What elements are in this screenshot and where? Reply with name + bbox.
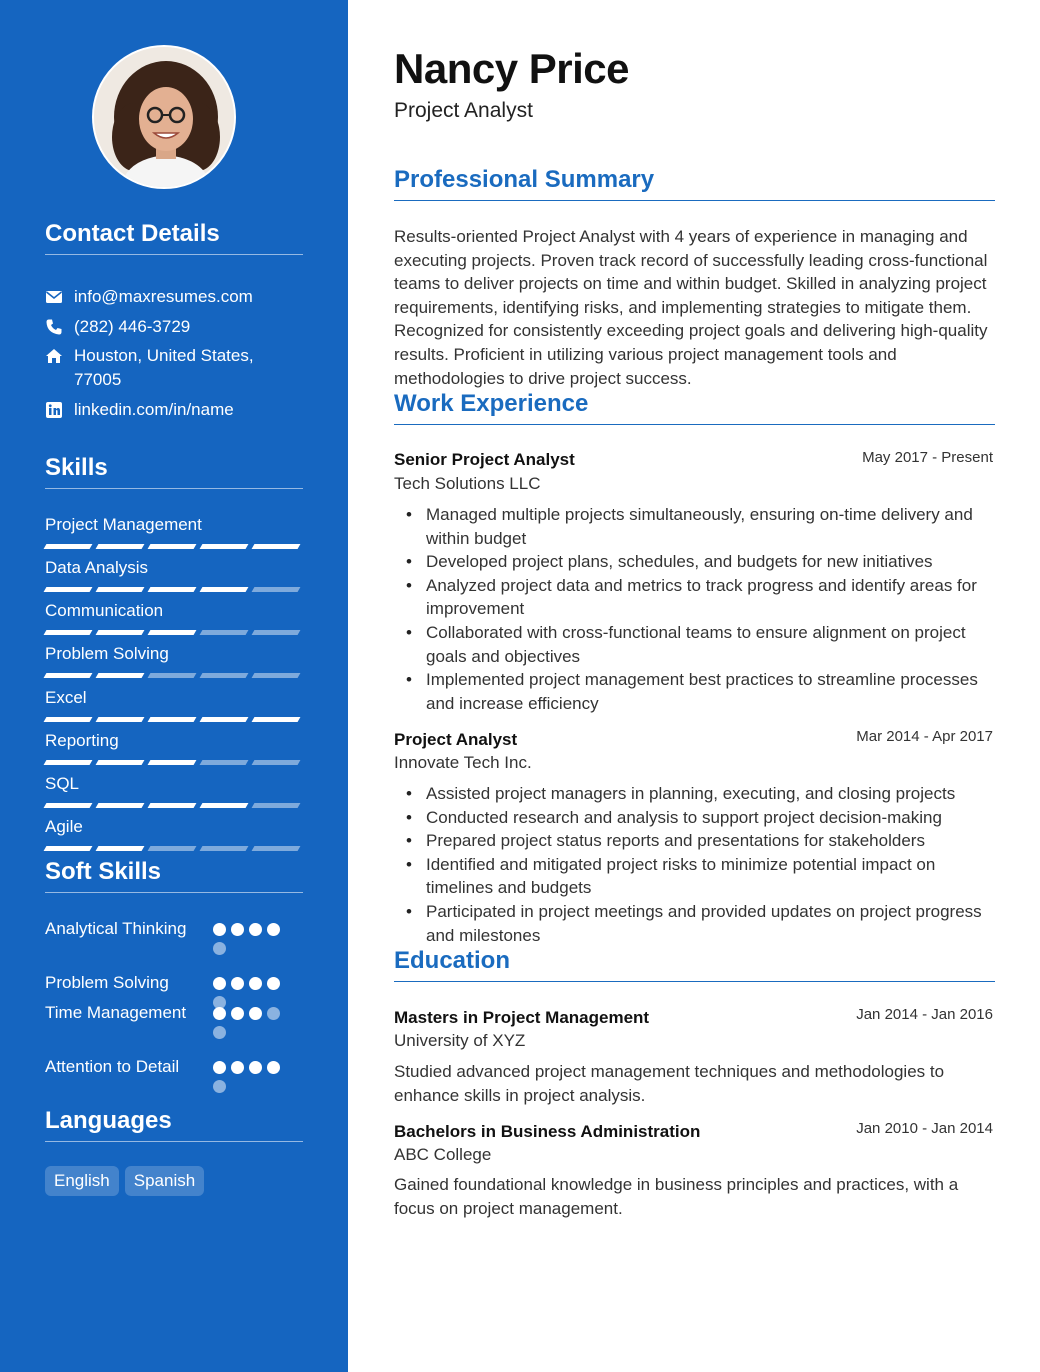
job-company: Tech Solutions LLC — [394, 474, 541, 493]
skill-level-segment — [252, 760, 301, 765]
rating-dot — [267, 923, 280, 936]
profile-photo-icon — [94, 47, 236, 189]
education-heading: Education — [394, 947, 995, 982]
sidebar — [0, 0, 348, 1372]
skill-level-segment — [200, 630, 249, 635]
skill-level-segment — [44, 717, 93, 722]
list-item: • Assisted project managers in planning, executing, and closing projects — [426, 782, 996, 806]
skill-level-bar — [45, 587, 303, 592]
skill-level-segment — [252, 587, 301, 592]
skill-level-segment — [252, 673, 301, 678]
rating-dot — [231, 977, 244, 990]
skill-level-segment — [148, 760, 197, 765]
rating-dot — [213, 1061, 226, 1074]
rating-dot — [231, 1007, 244, 1020]
skill-level-bar — [45, 673, 303, 678]
skill-item — [45, 729, 303, 765]
rating-dot — [267, 1061, 280, 1074]
skill-level-segment — [96, 587, 145, 592]
rating-dot — [213, 1026, 226, 1039]
address-text: Houston, United States, 77005 — [74, 346, 254, 389]
skill-level-segment — [148, 544, 197, 549]
skill-level-segment — [252, 717, 301, 722]
languages-heading: Languages — [45, 1107, 303, 1142]
rating-dot — [231, 1061, 244, 1074]
candidate-name: Nancy Price — [394, 45, 629, 92]
list-item: • Participated in project meetings and provided updates on project progress and milestones — [426, 900, 996, 947]
contact-heading: Contact Details — [45, 220, 303, 255]
skill-level-segment — [96, 717, 145, 722]
job-dates: May 2017 - Present — [862, 449, 993, 466]
skill-level-segment — [148, 673, 197, 678]
degree-dates: Jan 2010 - Jan 2014 — [856, 1120, 993, 1137]
experience-heading: Work Experience — [394, 390, 995, 425]
job-bullets — [426, 782, 996, 947]
skill-level-segment — [200, 587, 249, 592]
skill-level-segment — [200, 673, 249, 678]
degree-description: Gained foundational knowledge in business principles and practices, with a focus on project management. — [394, 1175, 959, 1218]
skill-level-segment — [44, 846, 93, 851]
skill-level-segment — [252, 846, 301, 851]
rating-dot — [249, 1007, 262, 1020]
phone-icon — [45, 318, 63, 336]
list-item: • Collaborated with cross-functional teams to ensure alignment on project goals and objectives — [426, 621, 996, 668]
skill-level-bar — [45, 630, 303, 635]
soft-skills-heading: Soft Skills — [45, 858, 303, 893]
skill-item — [45, 599, 303, 635]
soft-skill-rating — [213, 1055, 293, 1093]
soft-skill-item — [45, 917, 303, 955]
rating-dot — [267, 977, 280, 990]
skill-label: Agile — [45, 817, 83, 836]
contact-linkedin[interactable] — [45, 398, 303, 422]
rating-dot — [213, 1007, 226, 1020]
skill-level-segment — [200, 717, 249, 722]
skill-label: Reporting — [45, 731, 119, 750]
soft-skill-rating — [213, 917, 293, 955]
soft-skill-label: Problem Solving — [45, 973, 169, 992]
rating-dot — [213, 977, 226, 990]
school-name: University of XYZ — [394, 1031, 526, 1050]
skill-level-segment — [44, 587, 93, 592]
skill-label: Project Management — [45, 515, 202, 534]
degree-title: Masters in Project Management — [394, 1008, 650, 1027]
skill-level-segment — [200, 760, 249, 765]
skill-level-segment — [44, 760, 93, 765]
skill-level-segment — [96, 673, 145, 678]
skill-level-bar — [45, 544, 303, 549]
skill-level-segment — [96, 544, 145, 549]
skill-level-segment — [44, 544, 93, 549]
school-name: ABC College — [394, 1145, 492, 1164]
contact-address — [45, 344, 303, 392]
skill-item — [45, 815, 303, 851]
job-dates: Mar 2014 - Apr 2017 — [856, 728, 993, 745]
degree-dates: Jan 2014 - Jan 2016 — [856, 1006, 993, 1023]
skill-level-bar — [45, 760, 303, 765]
skill-level-segment — [96, 803, 145, 808]
list-item: • Implemented project management best practices to streamline processes and increase efficiency — [426, 668, 996, 715]
skill-level-bar — [45, 846, 303, 851]
contact-phone[interactable] — [45, 315, 303, 339]
degree-title: Bachelors in Business Administration — [394, 1122, 701, 1141]
candidate-role: Project Analyst — [394, 99, 533, 122]
rating-dot — [267, 1007, 280, 1020]
phone-text: (282) 446-3729 — [74, 317, 191, 336]
linkedin-text: linkedin.com/in/name — [74, 400, 234, 419]
contact-email[interactable] — [45, 285, 303, 309]
soft-skill-rating — [213, 1001, 293, 1039]
skill-level-segment — [44, 803, 93, 808]
rating-dot — [249, 1061, 262, 1074]
job-title: Senior Project Analyst — [394, 450, 575, 469]
skill-label: Problem Solving — [45, 644, 169, 663]
skill-level-segment — [252, 630, 301, 635]
list-item: • Managed multiple projects simultaneously, ensuring on-time delivery and within budget — [426, 503, 996, 550]
rating-dot — [231, 923, 244, 936]
rating-dot — [213, 942, 226, 955]
soft-skill-item — [45, 1001, 303, 1039]
linkedin-icon — [45, 401, 63, 419]
skill-level-bar — [45, 803, 303, 808]
language-tag: English — [45, 1166, 119, 1196]
languages-list — [45, 1166, 204, 1196]
skills-heading: Skills — [45, 454, 303, 489]
rating-dot — [213, 923, 226, 936]
skill-item — [45, 556, 303, 592]
skill-label: Data Analysis — [45, 558, 148, 577]
skill-level-segment — [44, 630, 93, 635]
soft-skill-label: Time Management — [45, 1003, 187, 1022]
home-icon — [45, 347, 63, 365]
skill-level-segment — [96, 760, 145, 765]
skill-level-segment — [96, 630, 145, 635]
rating-dot — [213, 1080, 226, 1093]
skill-level-bar — [45, 717, 303, 722]
soft-skill-label: Analytical Thinking — [45, 919, 187, 938]
skill-level-segment — [44, 673, 93, 678]
avatar — [92, 45, 236, 189]
list-item: • Prepared project status reports and presentations for stakeholders — [426, 829, 996, 853]
skill-item — [45, 686, 303, 722]
rating-dot — [249, 977, 262, 990]
list-item: • Conducted research and analysis to support project decision-making — [426, 806, 996, 830]
soft-skill-label: Attention to Detail — [45, 1057, 180, 1076]
list-item: • Identified and mitigated project risks to minimize potential impact on timelines and budgets — [426, 853, 996, 900]
list-item: • Analyzed project data and metrics to track progress and identify areas for improvement — [426, 574, 996, 621]
skill-label: SQL — [45, 774, 80, 793]
skill-item — [45, 513, 303, 549]
degree-description: Studied advanced project management techniques and methodologies to enhance skills in project analysis. — [394, 1062, 945, 1105]
skill-level-segment — [148, 630, 197, 635]
email-text: info@maxresumes.com — [74, 287, 253, 306]
skill-level-segment — [200, 544, 249, 549]
job-title: Project Analyst — [394, 730, 518, 749]
skill-label: Excel — [45, 688, 87, 707]
skill-level-segment — [200, 846, 249, 851]
skill-level-segment — [96, 846, 145, 851]
job-company: Innovate Tech Inc. — [394, 753, 532, 772]
language-tag: Spanish — [125, 1166, 204, 1196]
job-bullets — [426, 503, 996, 715]
envelope-icon — [45, 288, 63, 306]
skill-level-segment — [148, 846, 197, 851]
skill-label: Communication — [45, 601, 164, 620]
skill-level-segment — [252, 544, 301, 549]
skill-level-segment — [148, 587, 197, 592]
soft-skill-item — [45, 1055, 303, 1093]
skill-item — [45, 642, 303, 678]
skill-level-segment — [148, 803, 197, 808]
skill-item — [45, 772, 303, 808]
summary-text: Results-oriented Project Analyst with 4 years of experience in managing and executing projects. Proven track record of successfully leading cross-functional teams to deliver projects on time and within budget. Skilled in analyzing project requirements, identifying risks, and implementing strategies to mitigate them. Recognized for consistently exceeding project goals and delivering high-quality results. Proficient in utilizing various project management tools and methodologies to drive project success. — [394, 227, 988, 388]
list-item: • Developed project plans, schedules, and budgets for new initiatives — [426, 550, 996, 574]
rating-dot — [249, 923, 262, 936]
skill-level-segment — [200, 803, 249, 808]
skill-level-segment — [148, 717, 197, 722]
skill-level-segment — [252, 803, 301, 808]
summary-heading: Professional Summary — [394, 166, 995, 201]
